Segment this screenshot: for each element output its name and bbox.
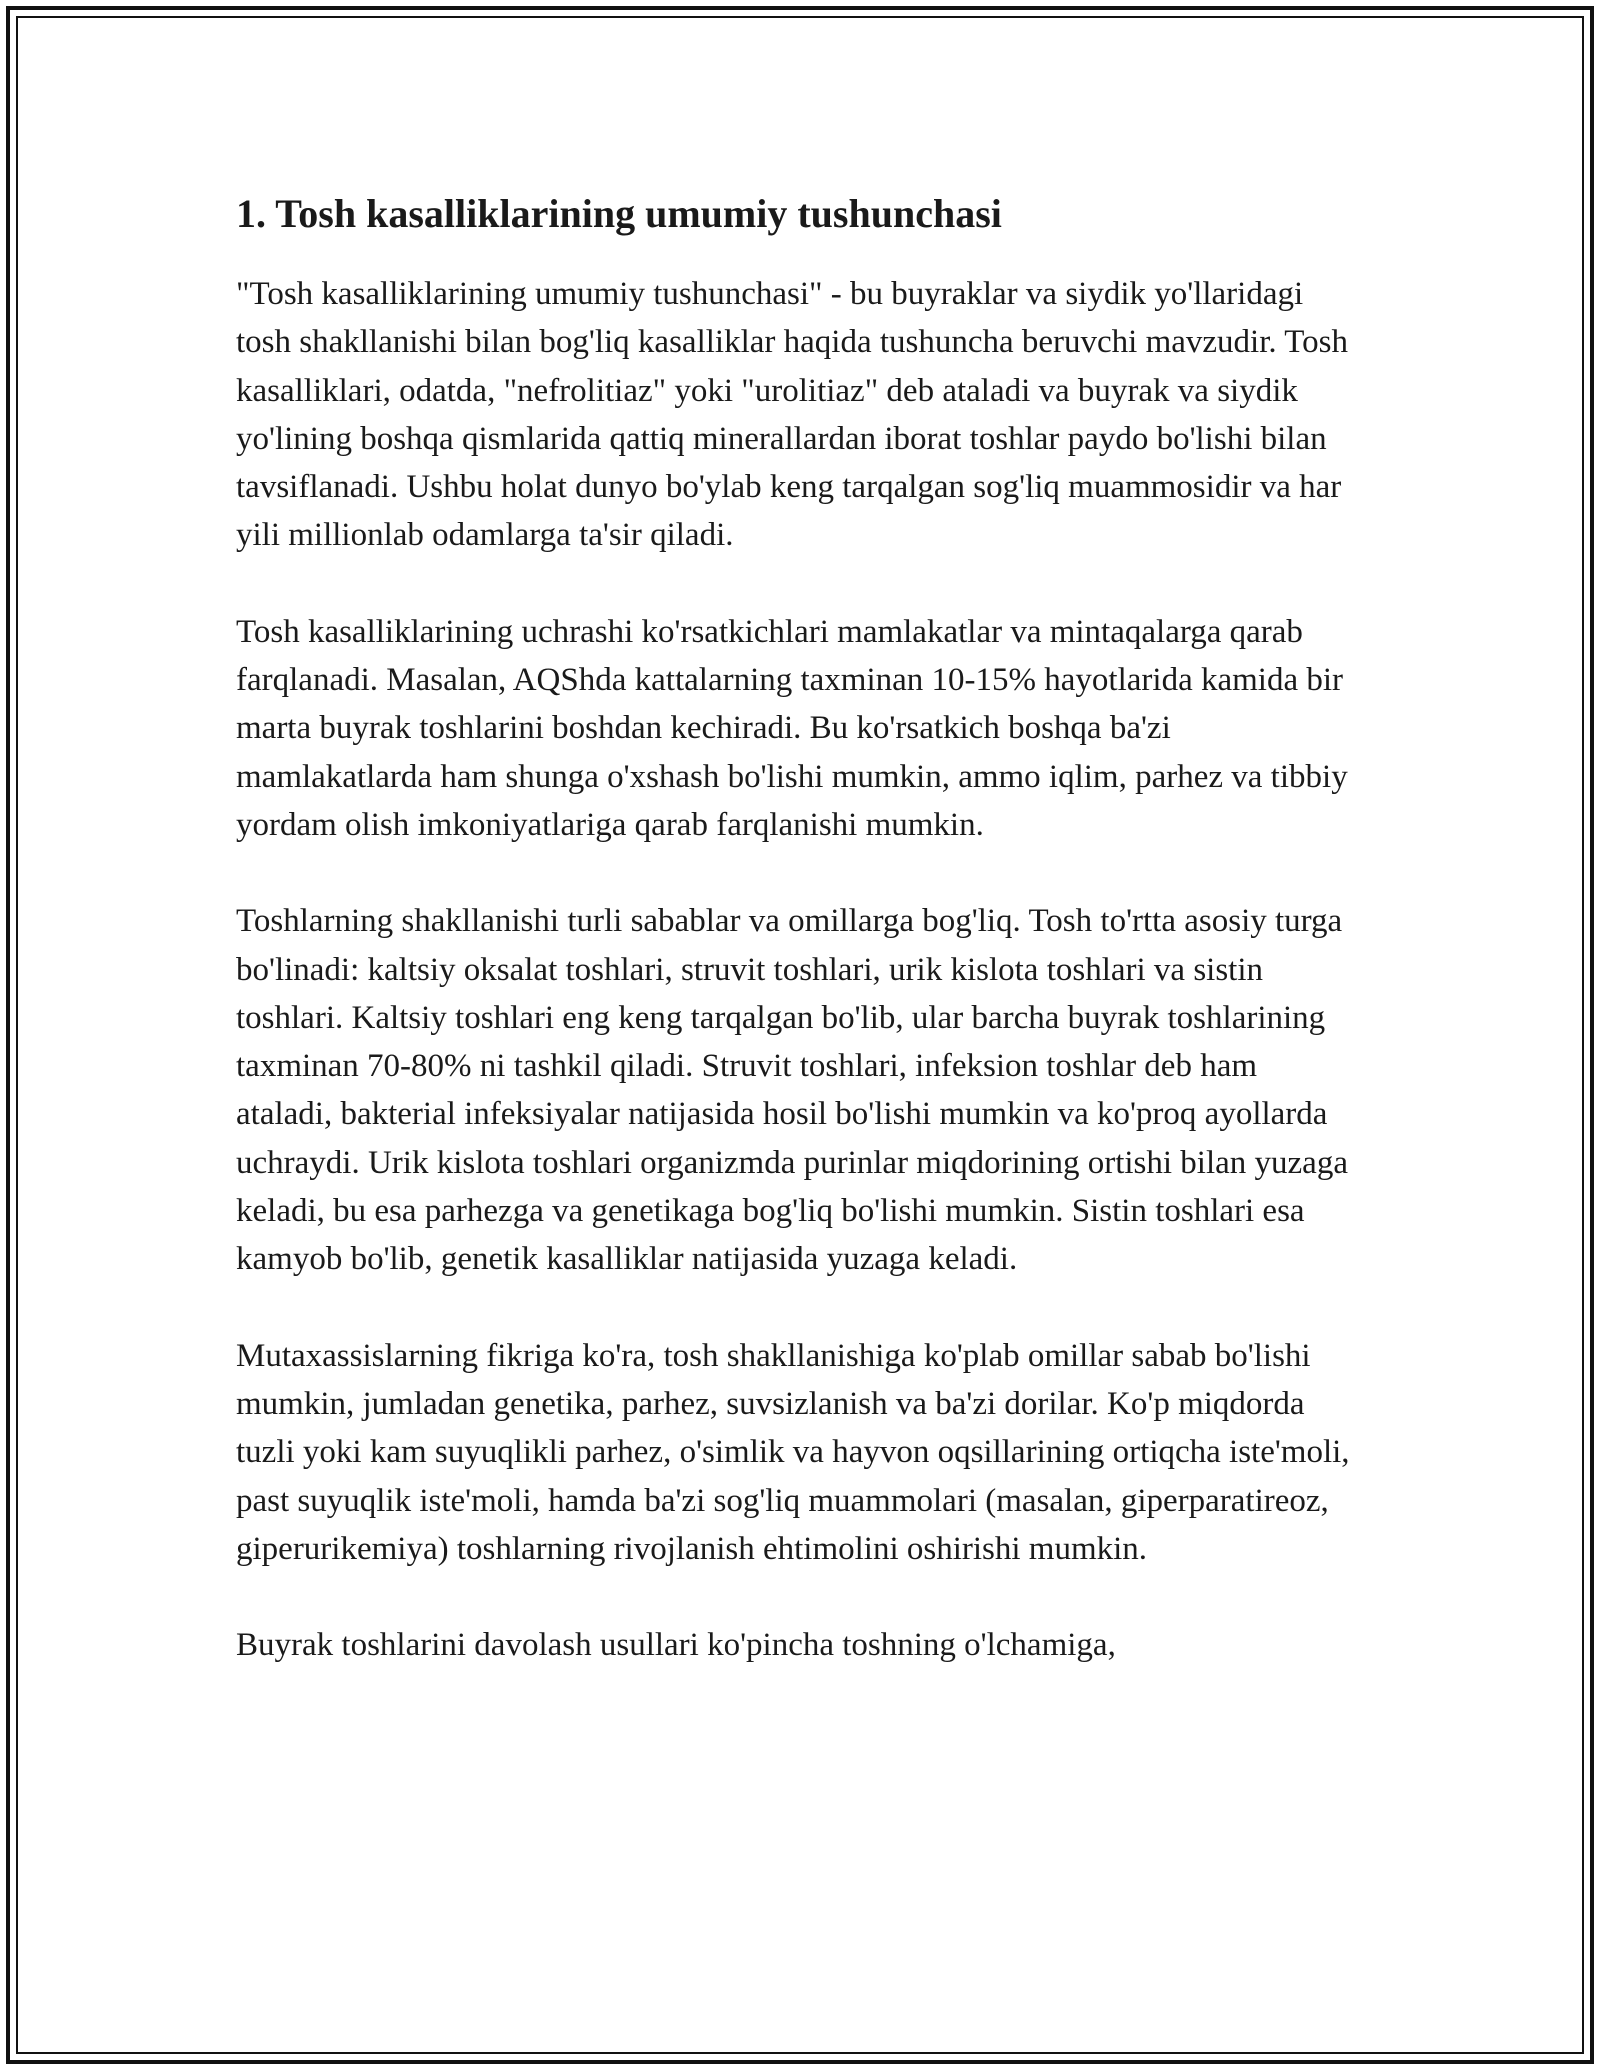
document-body	[236, 186, 1356, 1717]
section-heading: 1. Tosh kasalliklarining umumiy tushunchasi	[236, 191, 1002, 236]
paragraph-risk-factors: Mutaxassislarning fikriga ko'ra, tosh shakllanishiga ko'plab omillar sabab bo'lishi mumkin, jumladan genetika, parhez, suvsizlanish va ba'zi dorilar. Ko'p miqdorda tuzli yoki kam suyuqlikli parhez, o'simlik va hayvon oqsillarining ortiqcha iste'moli, past suyuqlik iste'moli, hamda ba'zi sog'liq muammolari (masalan, giperparatireoz, giperurikemiya) toshlarning rivojlanish ehtimolini oshirishi mumkin.	[236, 1337, 1350, 1567]
paragraph-treatment: Buyrak toshlarini davolash usullari ko'pincha toshning o'lchamiga,	[236, 1627, 1116, 1664]
paragraph-prevalence: Tosh kasalliklarining uchrashi ko'rsatkichlari mamlakatlar va mintaqalarga qarab farqlanadi. Masalan, AQShda kattalarning taxminan 10-15% hayotlarida kamida bir marta buyrak toshlarini boshdan kechiradi. Bu ko'rsatkich boshqa ba'zi mamlakatlarda ham shunga o'xshash bo'lishi mumkin, ammo iqlim, parhez va tibbiy yordam olish imkoniyatlariga qarab farqlanishi mumkin.	[236, 613, 1348, 843]
paragraph-stone-types: Toshlarning shakllanishi turli sabablar va omillarga bog'liq. Tosh to'rtta asosiy turga bo'linadi: kaltsiy oksalat toshlari, struvit toshlari, urik kislota toshlari va sistin toshlari. Kaltsiy toshlari eng keng tarqalgan bo'lib, ular barcha buyrak toshlarining taxminan 70-80% ni tashkil qiladi. Struvit toshlari, infeksion toshlar deb ham ataladi, bakterial infeksiyalar natijasida hosil bo'lishi mumkin va ko'proq ayollarda uchraydi. Urik kislota toshlari organizmda purinlar miqdorining ortishi bilan yuzaga keladi, bu esa parhezga va genetikaga bog'liq bo'lishi mumkin. Sistin toshlari esa kamyob bo'lib, genetik kasalliklar natijasida yuzaga keladi.	[236, 903, 1348, 1278]
paragraph-intro: "Tosh kasalliklarining umumiy tushunchasi" - bu buyraklar va siydik yo'llaridagi tosh shakllanishi bilan bog'liq kasalliklar haqida tushuncha beruvchi mavzudir. Tosh kasalliklari, odatda, "nefrolitiaz" yoki "urolitiaz" deb ataladi va buyrak va siydik yo'lining boshqa qismlarida qattiq minerallardan iborat toshlar paydo bo'lishi bilan tavsiflanadi. Ushbu holat dunyo bo'ylab keng tarqalgan sog'liq muammosidir va har yili millionlab odamlarga ta'sir qiladi.	[236, 276, 1348, 554]
